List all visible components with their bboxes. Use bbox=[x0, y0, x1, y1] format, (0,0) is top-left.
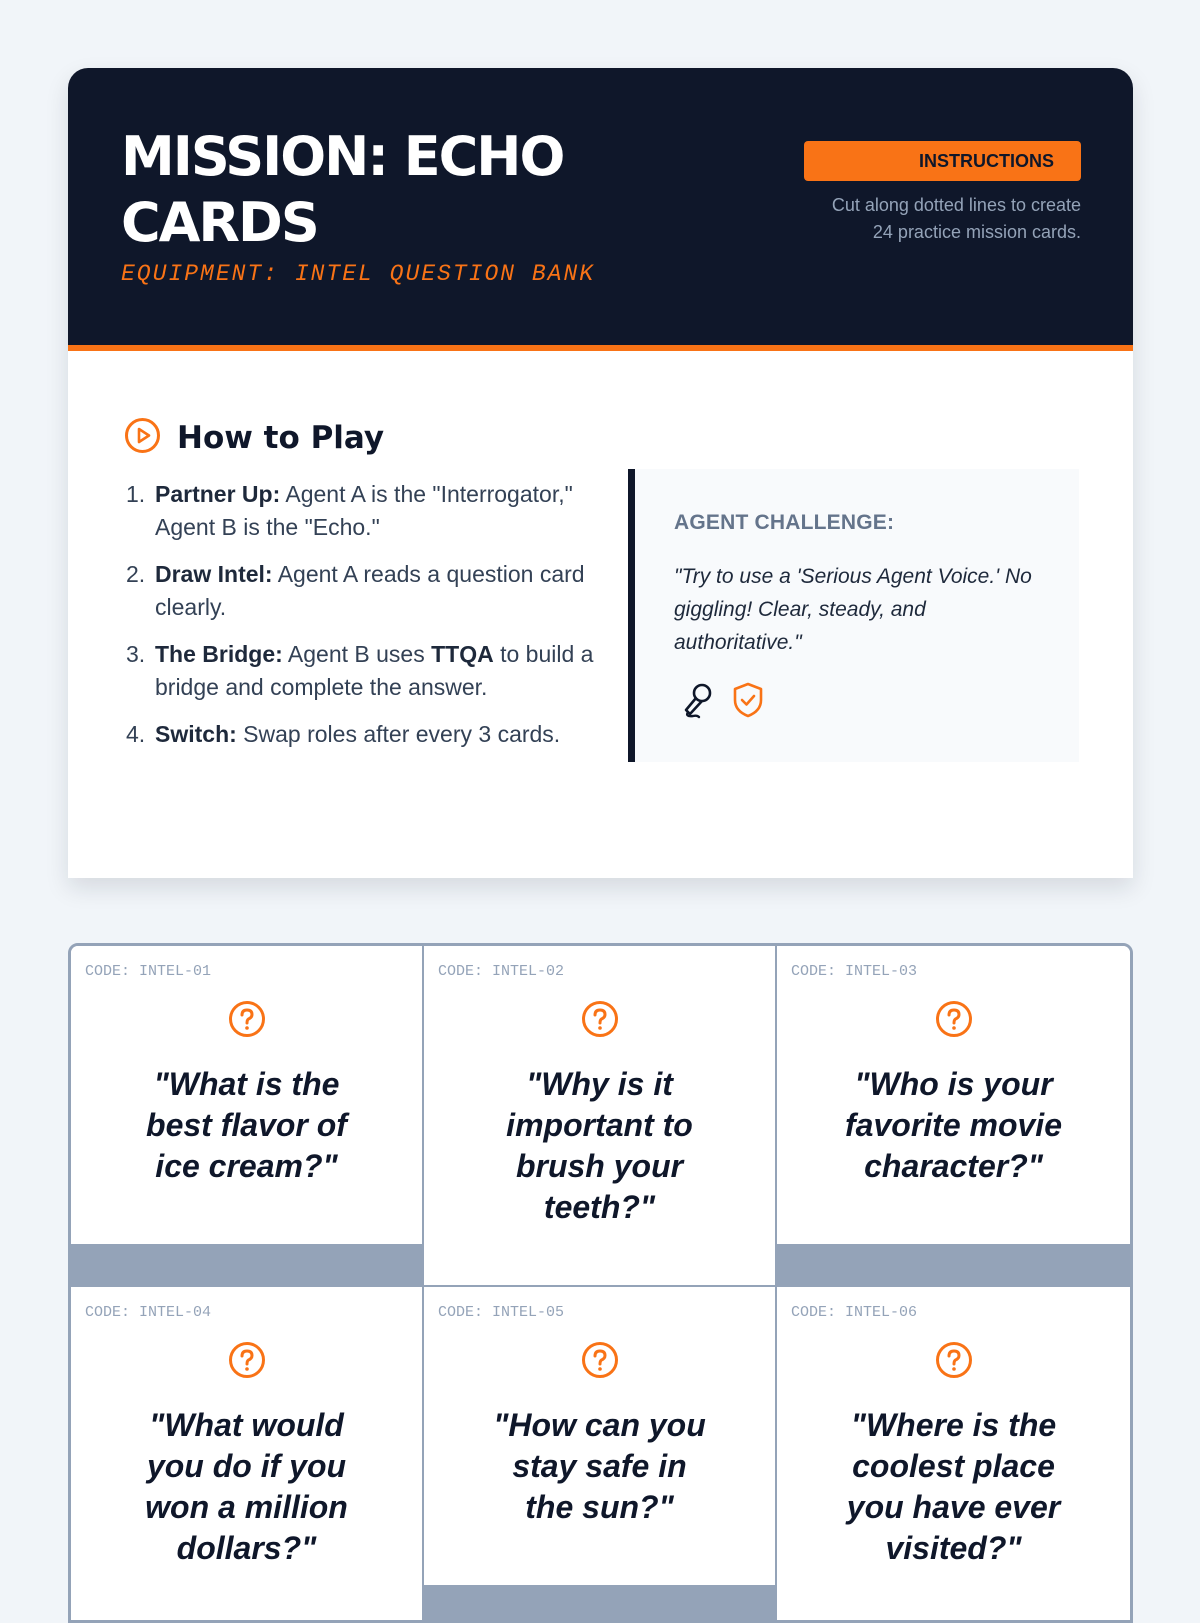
page-header bbox=[68, 68, 1133, 351]
card-question: "Why is it important to brush your teeth?" bbox=[506, 1066, 693, 1225]
question-icon bbox=[581, 1000, 619, 1043]
card-strip bbox=[777, 1244, 1130, 1285]
step-number: 3. bbox=[126, 641, 146, 667]
how-to-play-heading bbox=[124, 417, 384, 459]
ttqa-term: TTQA bbox=[431, 641, 494, 667]
list-item bbox=[126, 638, 596, 704]
question-card bbox=[71, 946, 424, 1287]
how-to-play-title: How to Play bbox=[177, 420, 385, 456]
agent-challenge-box bbox=[628, 469, 1079, 762]
question-card bbox=[71, 1287, 424, 1623]
question-icon bbox=[935, 1341, 973, 1384]
question-card bbox=[424, 1287, 777, 1623]
challenge-heading: AGENT CHALLENGE: bbox=[674, 511, 895, 534]
step-number: 4. bbox=[126, 721, 146, 747]
page-subtitle: EQUIPMENT: INTEL QUESTION BANK bbox=[121, 261, 596, 287]
card-code: CODE: INTEL-04 bbox=[85, 1304, 212, 1321]
step-text: Swap roles after every 3 cards. bbox=[236, 721, 561, 747]
card-code: CODE: INTEL-01 bbox=[85, 963, 212, 980]
card-question: "Who is your favorite movie character?" bbox=[845, 1066, 1062, 1184]
card-question: "What would you do if you won a million dollars?" bbox=[145, 1407, 348, 1566]
question-card bbox=[777, 1287, 1130, 1623]
how-to-play-section bbox=[68, 351, 1133, 878]
step-title: Switch: bbox=[155, 721, 237, 747]
step-number: 2. bbox=[126, 561, 146, 587]
step-text: Agent A reads a question card clearly. bbox=[155, 561, 585, 620]
card-code: CODE: INTEL-05 bbox=[438, 1304, 565, 1321]
instructions-button[interactable]: INSTRUCTIONS bbox=[804, 141, 1081, 181]
page-title: MISSION: ECHO CARDS bbox=[121, 125, 564, 254]
card-question: "What is the best flavor of ice cream?" bbox=[146, 1066, 347, 1184]
mission-sheet bbox=[68, 68, 1133, 878]
card-strip bbox=[71, 1244, 422, 1285]
list-item bbox=[126, 718, 596, 751]
challenge-text: "Try to use a 'Serious Agent Voice.' No giggling! Clear, steady, and authoritative." bbox=[674, 565, 1032, 654]
step-number: 1. bbox=[126, 481, 146, 507]
question-icon bbox=[228, 1341, 266, 1384]
list-item bbox=[126, 478, 596, 544]
step-text: to build a bridge and complete the answer. bbox=[155, 641, 594, 700]
card-question: "How can you stay safe in the sun?" bbox=[493, 1407, 706, 1525]
step-text: Agent B uses bbox=[282, 641, 432, 667]
question-icon bbox=[935, 1000, 973, 1043]
card-code: CODE: INTEL-02 bbox=[438, 963, 565, 980]
challenge-icons bbox=[681, 681, 765, 724]
steps-list bbox=[126, 478, 596, 765]
shield-check-icon bbox=[731, 681, 765, 724]
card-code: CODE: INTEL-06 bbox=[791, 1304, 918, 1321]
card-question: "Where is the coolest place you have ever visited?" bbox=[846, 1407, 1061, 1566]
question-icon bbox=[581, 1341, 619, 1384]
list-item bbox=[126, 558, 596, 624]
step-title: Draw Intel: bbox=[155, 561, 273, 587]
question-card bbox=[777, 946, 1130, 1287]
question-card-grid bbox=[68, 943, 1133, 1623]
instructions-text: Cut along dotted lines to create 24 practice mission cards. bbox=[831, 195, 1081, 242]
step-text: Agent A is the "Interrogator," Agent B is the "Echo." bbox=[155, 481, 573, 540]
question-icon bbox=[228, 1000, 266, 1043]
step-title: Partner Up: bbox=[155, 481, 281, 507]
card-strip bbox=[424, 1585, 775, 1623]
step-title: The Bridge: bbox=[155, 641, 283, 667]
play-circle-icon bbox=[124, 417, 161, 459]
question-card bbox=[424, 946, 777, 1287]
card-code: CODE: INTEL-03 bbox=[791, 963, 918, 980]
microphone-icon bbox=[681, 681, 715, 724]
